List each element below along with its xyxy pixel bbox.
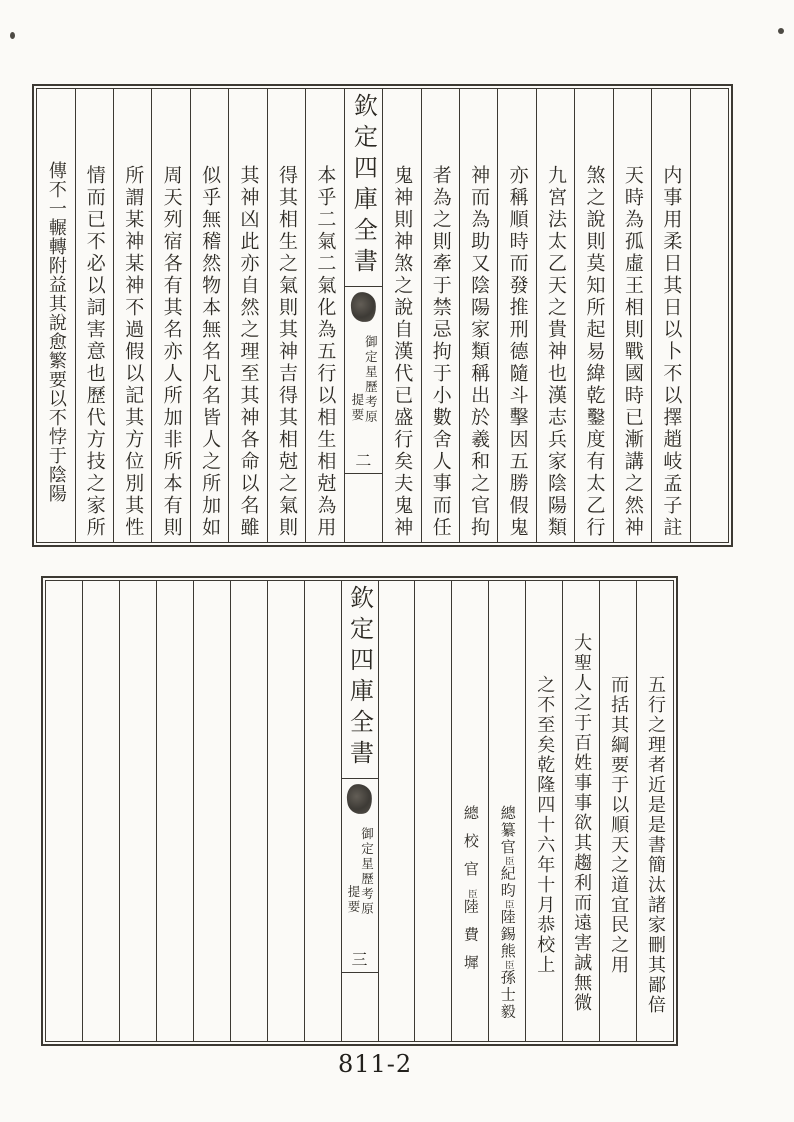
text-column — [599, 581, 636, 1041]
text-column — [37, 89, 74, 542]
text-column — [574, 89, 612, 542]
text-column — [305, 89, 343, 542]
official-title: 總校官 — [461, 805, 480, 889]
work-title-block — [347, 827, 373, 917]
column-text: 鬼神則神煞之說自漢代已盛行矣夫鬼神 — [391, 165, 414, 539]
official-name: 陸錫熊 — [498, 909, 517, 960]
text-column — [636, 581, 673, 1041]
text-column — [497, 89, 535, 542]
folio-text: 三 — [351, 950, 368, 969]
collection-title-box — [345, 89, 382, 287]
scan-artifact — [10, 32, 15, 39]
column-text: 神而為助又陰陽家類稱出於羲和之官拘 — [468, 165, 491, 539]
empty-column — [378, 581, 415, 1041]
column-text: 九宮法太乙天之貴神也漢志兵家陰陽類 — [545, 165, 568, 539]
column-text: 煞之說則莫知所起易緯乾鑿度有太乙行 — [583, 165, 606, 539]
work-title: 御定星歷考原 — [359, 827, 375, 917]
official-name: 孫士毅 — [498, 969, 517, 1021]
empty-column — [82, 581, 119, 1041]
column-text: 者為之則牽于禁忌拘于小數舍人事而任 — [429, 165, 452, 539]
folio-number — [345, 448, 382, 474]
text-column — [113, 89, 151, 542]
collection-title-box — [342, 581, 378, 779]
text-column — [267, 89, 305, 542]
text-column — [228, 89, 266, 542]
text-column — [459, 89, 497, 542]
column-text: 得其相生之氣則其神吉得其相尅之氣則 — [275, 165, 298, 539]
official-rank: 臣 — [502, 899, 514, 909]
column-text: 天時為孤虛王相則戰國時已漸講之然神 — [621, 165, 644, 539]
column-text: 情而已不必以詞害意也歷代方技之家所 — [83, 165, 106, 539]
text-column — [536, 89, 574, 542]
center-title-column — [344, 89, 382, 542]
text-column — [190, 89, 228, 542]
ink-seal-smudge — [349, 291, 377, 324]
chief-proofreader-text — [463, 805, 478, 983]
official-name: 紀昀 — [498, 865, 517, 900]
text-column — [651, 89, 689, 542]
text-column — [151, 89, 189, 542]
column-text: 傳不一輾轉附益其說愈繁要以不悖于陰陽 — [45, 161, 67, 503]
empty-column — [267, 581, 304, 1041]
text-column — [525, 581, 562, 1041]
empty-column — [119, 581, 156, 1041]
folio-number — [342, 947, 378, 973]
folio-text: 二 — [355, 451, 372, 470]
column-text: 其神凶此亦自然之理至其神各命以名雖 — [237, 165, 260, 539]
text-column — [75, 89, 113, 542]
official-name: 陸費墀 — [461, 898, 480, 983]
margin-column — [690, 89, 728, 542]
chief-compilers-text — [500, 805, 515, 1021]
work-subtitle: 提要 — [346, 885, 362, 915]
text-column — [382, 89, 420, 542]
column-text: 五行之理者近是是書簡汰諸家刪其鄙倍 — [645, 675, 667, 1015]
empty-column — [193, 581, 230, 1041]
column-text: 周天列宿各有其名亦人所加非所本有則 — [160, 165, 183, 539]
center-title-column — [341, 581, 378, 1041]
column-text: 似乎無稽然物本無名凡名皆人之所加如 — [199, 165, 222, 539]
empty-column — [156, 581, 193, 1041]
page-number-label: 811-2 — [338, 1050, 413, 1078]
text-column — [562, 581, 599, 1041]
official-rank: 臣 — [502, 856, 514, 866]
official-title: 總纂官 — [498, 805, 517, 856]
column-text: 之不至矣乾隆四十六年十月恭校上 — [534, 675, 556, 975]
column-text: 亦稱順時而發推刑德隨斗擊因五勝假鬼 — [506, 165, 529, 539]
chief-proofreader-column — [451, 581, 488, 1041]
chief-compilers-column — [488, 581, 525, 1041]
empty-column — [414, 581, 451, 1041]
text-column — [421, 89, 459, 542]
text-column — [613, 89, 651, 542]
empty-column — [46, 581, 82, 1041]
column-text: 而括其綱要于以順天之道宜民之用 — [608, 675, 630, 975]
scan-artifact — [778, 28, 784, 34]
column-text: 内事用柔日其日以卜不以擇趙岐孟子註 — [660, 165, 683, 539]
collection-title: 欽定四庫全書 — [349, 93, 378, 279]
collection-title: 欽定四庫全書 — [345, 585, 374, 771]
ink-seal-smudge — [345, 783, 373, 816]
official-rank: 臣 — [502, 960, 514, 970]
work-subtitle: 提要 — [349, 393, 365, 423]
bottom-page-frame — [45, 580, 674, 1042]
empty-column — [230, 581, 267, 1041]
official-rank: 臣 — [465, 889, 477, 899]
column-text: 本乎二氣二氣化為五行以相生相尅為用 — [314, 165, 337, 539]
work-title: 御定星歷考原 — [363, 335, 379, 425]
work-title-block — [349, 335, 379, 425]
top-page-frame — [36, 88, 729, 543]
empty-column — [304, 581, 341, 1041]
column-text: 大聖人之于百姓事事欲其趨利而遠害誠無微 — [571, 633, 593, 1013]
column-text: 所謂某神某神不過假以記其方位別其性 — [122, 165, 145, 539]
